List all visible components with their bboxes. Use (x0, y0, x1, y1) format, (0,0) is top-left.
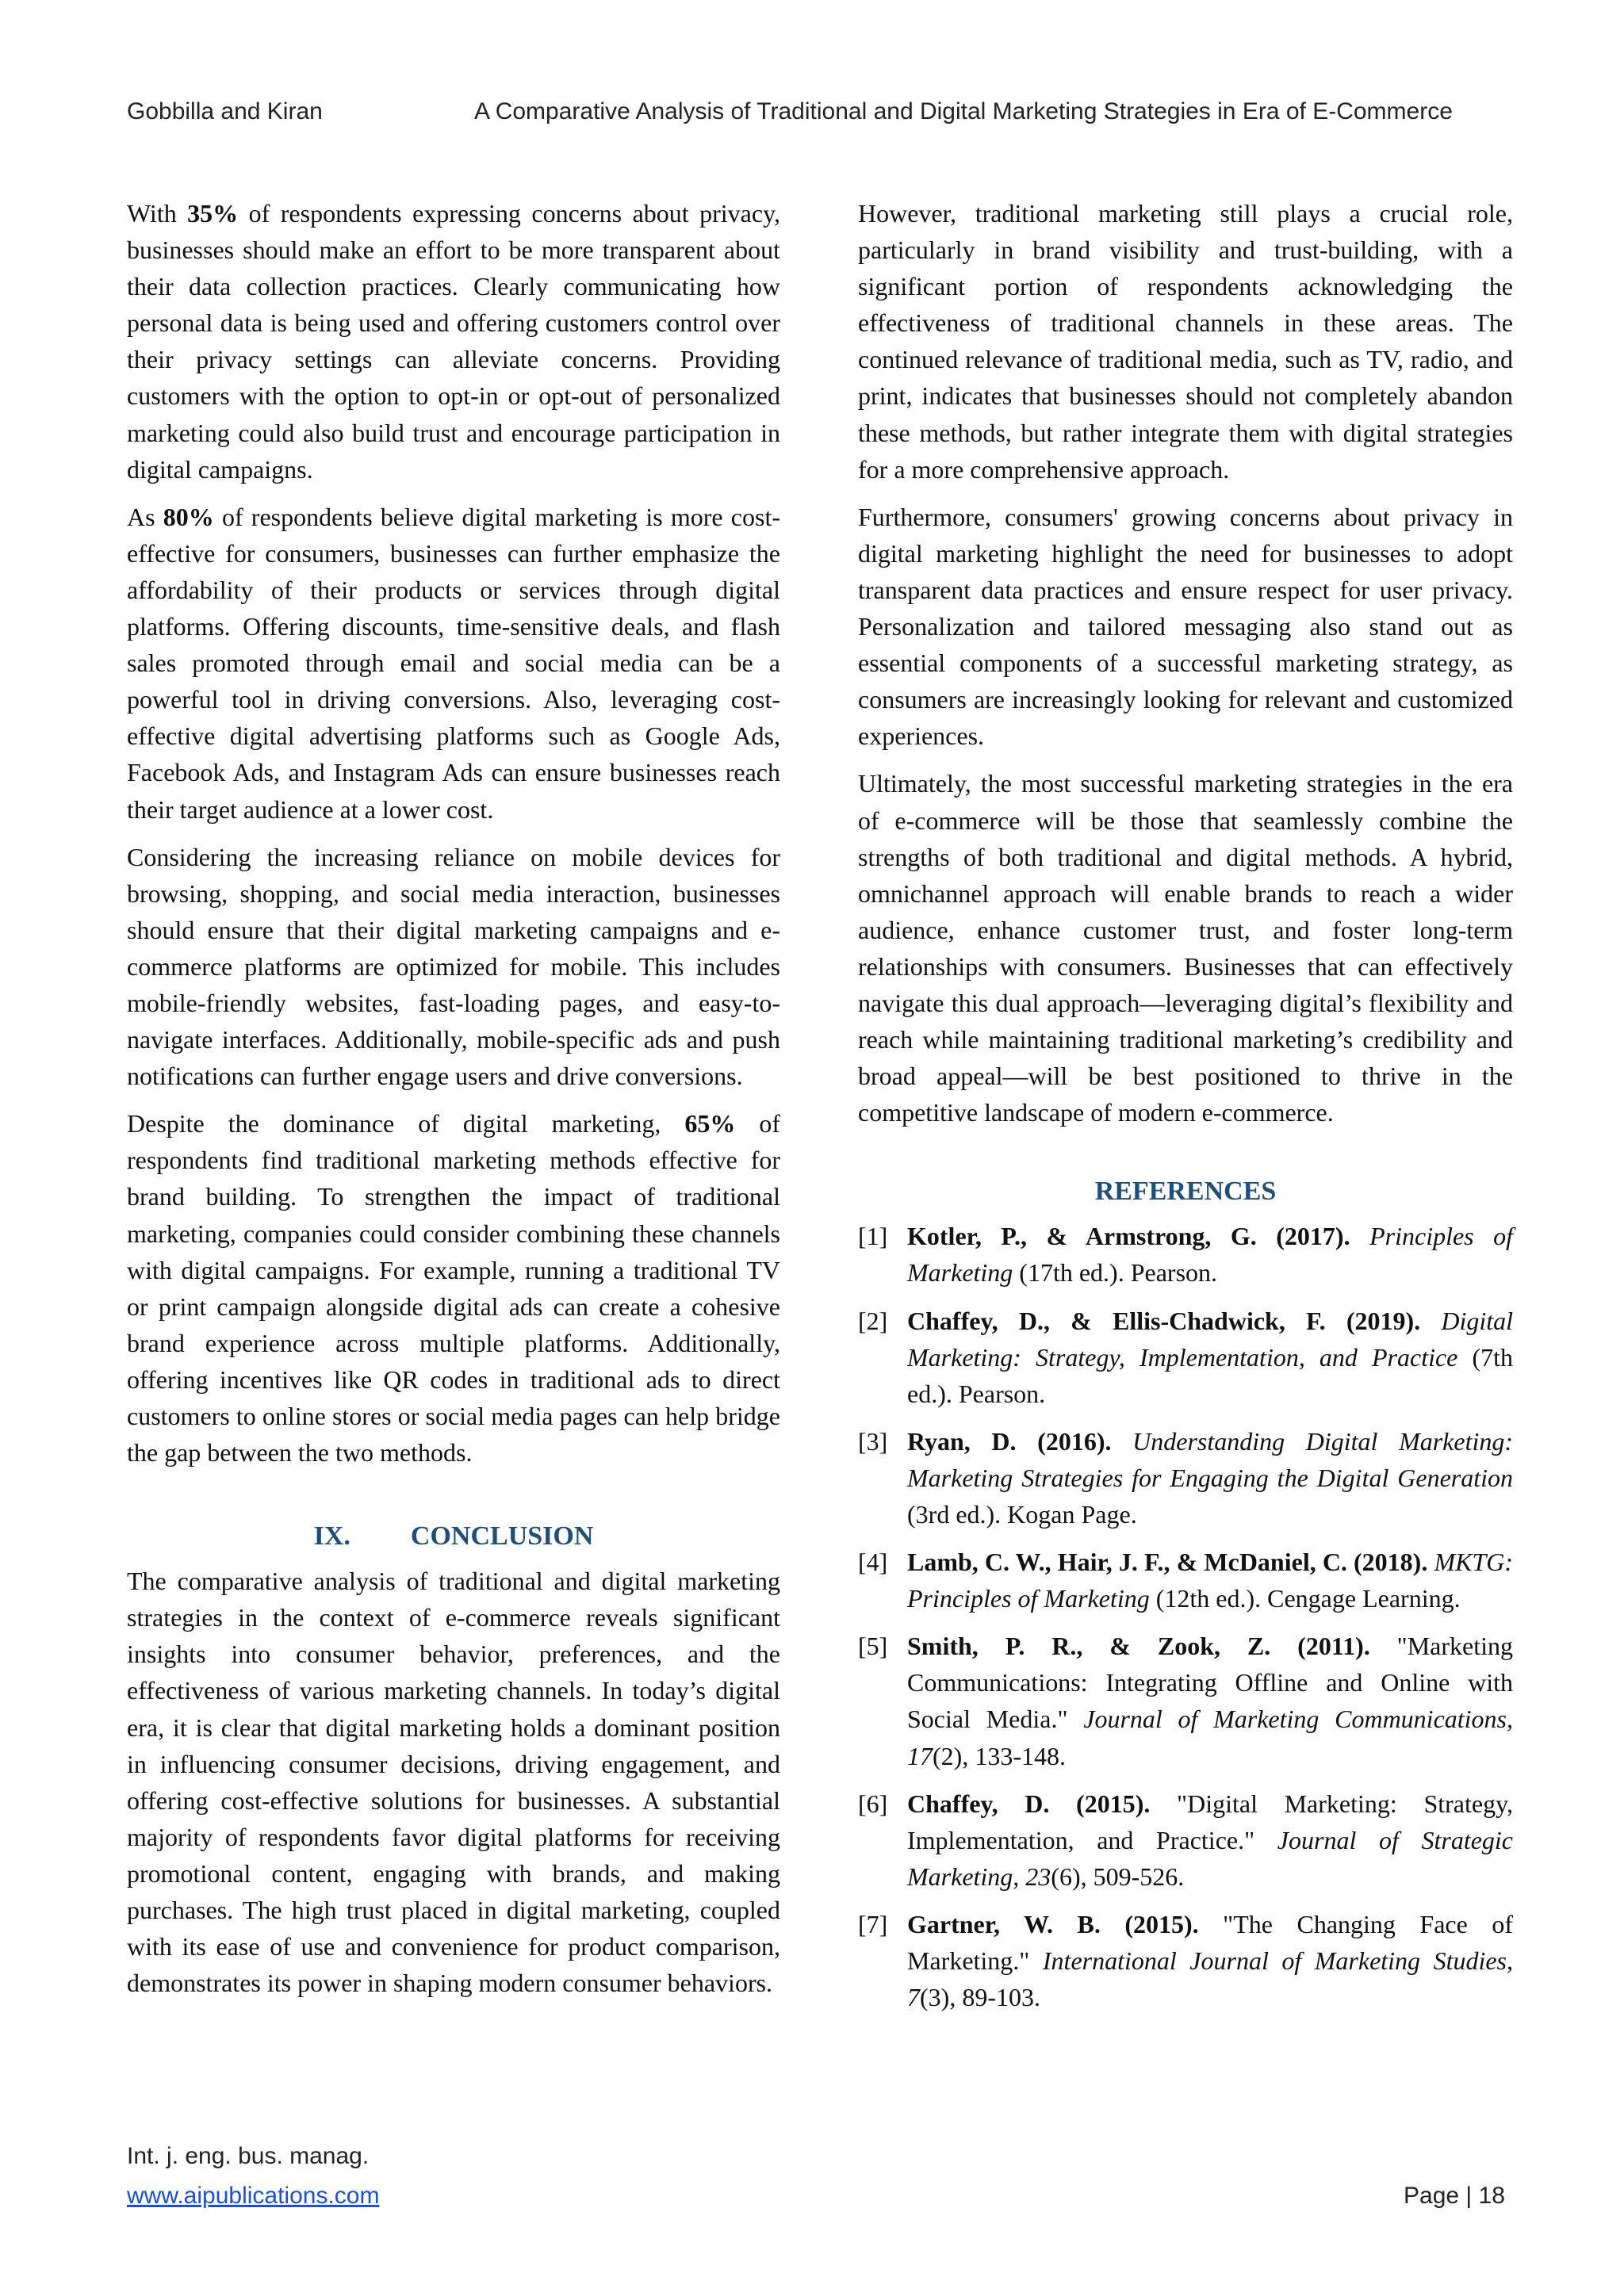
reference-item: [3] Ryan, D. (2016). Understanding Digital Marketing: Marketing Strategies for Engaging the Digital Generation (3rd ed.). Kogan Page. (858, 1426, 1514, 1529)
paragraph-privacy: With 35% of respondents expressing concerns about privacy, businesses should make an effort to be more transparent about their data collection practices. Clearly communicating how personal data is being used and offering customers control over their privacy settings can alleviate concerns. Providing customers with the option to opt-in or opt-out of personalized marketing could also build trust and encourage participation in digital campaigns. (127, 199, 781, 484)
paragraph-conclusion: The comparative analysis of traditional and digital marketing strategies in the context of e-commerce reveals significant insights into consumer behavior, preferences, and the effectiveness of various marketing channels. In today’s digital era, it is clear that digital marketing holds a dominant position in influencing consumer decisions, driving engagement, and offering cost-effective solutions for businesses. A substantial majority of respondents favor digital platforms for receiving promotional content, engaging with brands, and making purchases. The high trust placed in digital marketing, coupled with its ease of use and convenience for product comparison, demonstrates its power in shaping modern consumer behaviors. (127, 1567, 780, 1998)
paragraph-traditional: Despite the dominance of digital marketing, 65% of respondents find traditional marketing methods effective for brand building. To strengthen the impact of traditional marketing, companies could consider combining these channels with digital campaigns. For example, running a traditional TV or print campaign alongside digital ads can create a cohesive brand experience across multiple platforms. Additionally, offering incentives like QR codes in traditional ads to direct customers to online stores or social media pages can help bridge the gap between the two methods. (127, 1109, 781, 1468)
right-column (858, 195, 1513, 2026)
running-header-title: A Comparative Analysis of Traditional and Digital Marketing Strategies in Era of E-Commerce (474, 98, 1453, 124)
left-column (127, 195, 780, 2012)
reference-item: [5] Smith, P. R., & Zook, Z. (2011). "Marketing Communications: Integrating Offline and Online with Social Media." Journal of Marketing Communications, 17(2), 133-148. (858, 1632, 1514, 1770)
paragraph-cost-effective: As 80% of respondents believe digital marketing is more cost-effective for consumers, businesses can further emphasize the affordability of their products or services through digital platforms. Offering discounts, time-sensitive deals, and flash sales promoted through email and social media can be a powerful tool in driving conversions. Also, leveraging cost-effective digital advertising platforms such as Google Ads, Facebook Ads, and Instagram Ads can ensure businesses reach their target audience at a lower cost. (127, 502, 781, 824)
reference-item: [4] Lamb, C. W., Hair, J. F., & McDaniel, C. (2018). MKTG: Principles of Marketing (12th ed.). Cengage Learning. (858, 1548, 1514, 1613)
reference-item: [2] Chaffey, D., & Ellis-Chadwick, F. (2019). Digital Marketing: Strategy, Implementation, and Practice (7th ed.). Pearson. (858, 1306, 1514, 1408)
paragraph-ultimately: Ultimately, the most successful marketing strategies in the era of e-commerce will be those that seamlessly combine the strengths of both traditional and digital methods. A hybrid, omnichannel approach will enable brands to reach a wider audience, enhance customer trust, and foster long-term relationships with consumers. Businesses that can effectively navigate this dual approach—leveraging digital’s flexibility and reach while maintaining traditional marketing’s credibility and broad appeal—will be best positioned to thrive in the competitive landscape of modern e-commerce. (858, 769, 1513, 1127)
reference-item: [7] Gartner, W. B. (2015). "The Changing Face of Marketing." International Journal of Marketing Studies, 7(3), 89-103. (858, 1909, 1514, 2012)
paragraph-traditional-role: However, traditional marketing still plays a crucial role, particularly in brand visibility and trust-building, with a significant portion of respondents acknowledging the effectiveness of traditional channels in these areas. The continued relevance of traditional media, such as TV, radio, and print, indicates that businesses should not completely abandon these methods, but rather integrate them with digital strategies for a more comprehensive approach. (858, 199, 1513, 484)
running-header-authors: Gobbilla and Kiran (127, 98, 323, 124)
section-heading-conclusion: IX. CONCLUSION (313, 1521, 594, 1552)
footer-page-number: Page | 18 (1404, 2183, 1505, 2209)
reference-item: [1] Kotler, P., & Armstrong, G. (2017). Principles of Marketing (17th ed.). Pearson. (858, 1222, 1514, 1288)
section-heading-references: REFERENCES (1094, 1177, 1277, 1207)
paragraph-mobile: Considering the increasing reliance on mobile devices for browsing, shopping, and social media interaction, businesses should ensure that their digital marketing campaigns and e-commerce platforms are optimized for mobile. This includes mobile-friendly websites, fast-loading pages, and easy-to-navigate interfaces. Additionally, mobile-specific ads and push notifications can further engage users and drive conversions. (127, 842, 780, 1091)
reference-item: [6] Chaffey, D. (2015). "Digital Marketing: Strategy, Implementation, and Practice." Journal of Strategic Marketing, 23(6), 509-526. (858, 1789, 1514, 1891)
footer-journal: Int. j. eng. bus. manag. (127, 2143, 370, 2169)
footer-website-link[interactable]: www.aipublications.com (127, 2183, 380, 2209)
paragraph-privacy-concerns: Furthermore, consumers' growing concerns about privacy in digital marketing highlight the need for businesses to adopt transparent data practices and ensure respect for user privacy. Personalization and tailored messaging also stand out as essential components of a successful marketing strategy, as consumers are increasingly looking for relevant and customized experiences. (858, 502, 1513, 751)
